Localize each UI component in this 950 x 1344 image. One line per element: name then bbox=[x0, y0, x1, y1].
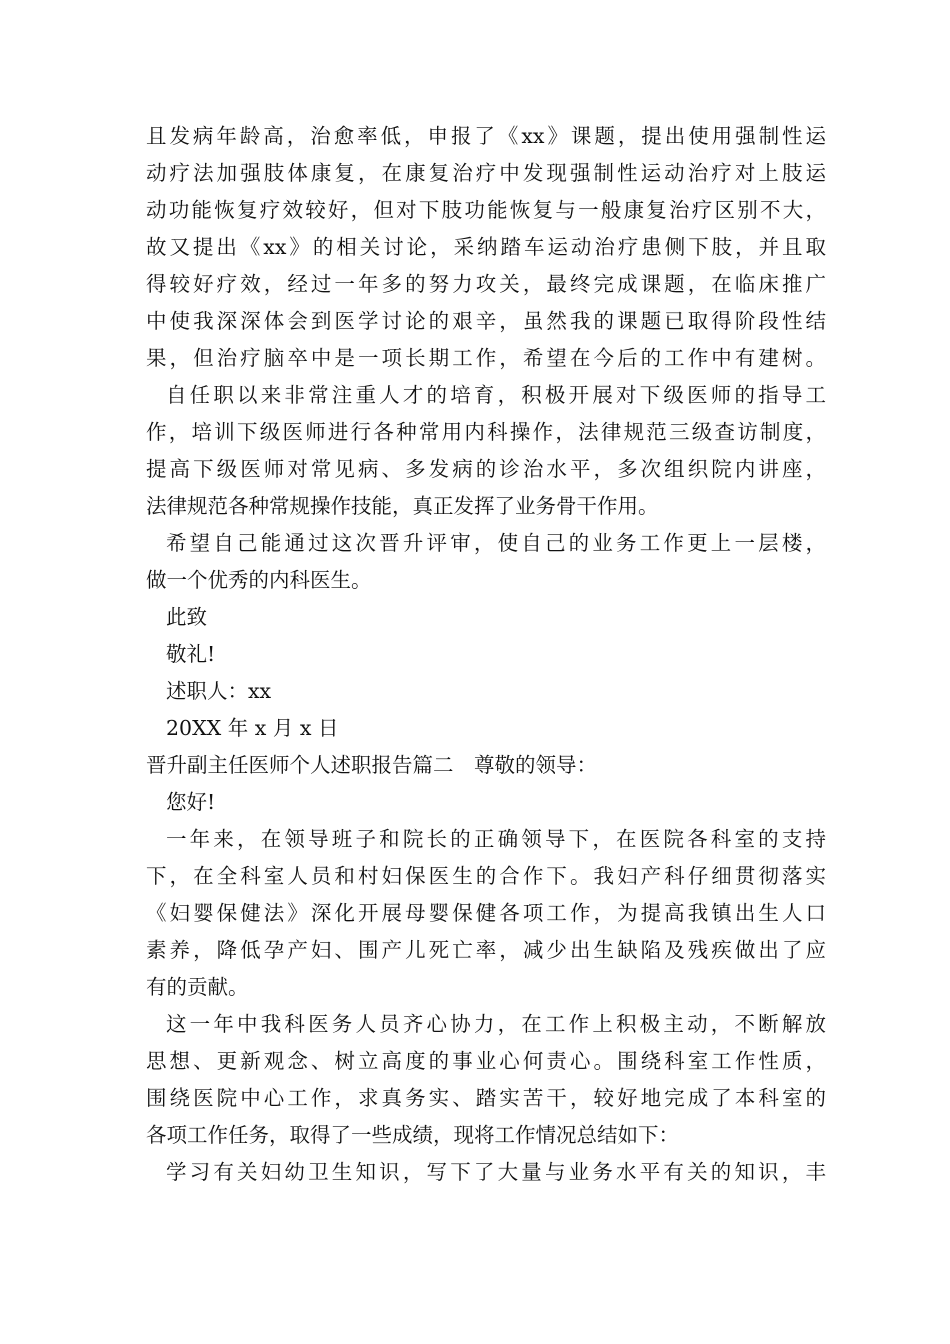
text-line: 学习有关妇幼卫生知识，写下了大量与业务水平有关的知识，丰 bbox=[166, 1160, 826, 1184]
section-heading: 晋升副主任医师个人述职报告篇二 尊敬的领导： bbox=[146, 753, 597, 777]
text-line: 作，培训下级医师进行各种常用内科操作，法律规范三级查访制度， bbox=[146, 420, 826, 444]
text-line: 希望自己能通过这次晋升评审，使自己的业务工作更上一层楼， bbox=[166, 531, 826, 555]
closing-regards: 敬礼! bbox=[166, 642, 216, 666]
text-line: 这一年中我科医务人员齐心协力，在工作上积极主动，不断解放 bbox=[166, 1012, 826, 1036]
text-line: 动功能恢复疗效较好，但对下肢功能恢复与一般康复治疗区别不大， bbox=[146, 198, 826, 222]
text-line: 得较好疗效，经过一年多的努力攻关，最终完成课题，在临床推广 bbox=[146, 272, 826, 296]
text-line: 有的贡献。 bbox=[146, 975, 249, 999]
text-line: 《妇婴保健法》深化开展母婴保健各项工作，为提高我镇出生人口 bbox=[146, 901, 826, 925]
text-line: 围绕医院中心工作，求真务实、踏实苦干，较好地完成了本科室的 bbox=[146, 1086, 826, 1110]
text-line: 果，但治疗脑卒中是一项长期工作，希望在今后的工作中有建树。 bbox=[146, 346, 826, 370]
text-line: 且发病年龄高，治愈率低，申报了《xx》课题，提出使用强制性运 bbox=[146, 124, 826, 148]
greeting-line: 您好! bbox=[166, 790, 216, 814]
text-line: 法律规范各种常规操作技能，真正发挥了业务骨干作用。 bbox=[146, 494, 659, 518]
text-line: 故又提出《xx》的相关讨论，采纳踏车运动治疗患侧下肢，并且取 bbox=[146, 235, 826, 259]
text-line: 提高下级医师对常见病、多发病的诊治水平，多次组织院内讲座， bbox=[146, 457, 826, 481]
text-line: 一年来，在领导班子和院长的正确领导下，在医院各科室的支持 bbox=[166, 827, 826, 851]
text-line: 下，在全科室人员和村妇保医生的合作下。我妇产科仔细贯彻落实 bbox=[146, 864, 826, 888]
signature-line: 述职人：xx bbox=[166, 679, 272, 703]
text-line: 动疗法加强肢体康复，在康复治疗中发现强制性运动治疗对上肢运 bbox=[146, 161, 826, 185]
text-line: 思想、更新观念、树立高度的事业心何责心。围绕科室工作性质， bbox=[146, 1049, 826, 1073]
date-line: 20XX 年 x 月 x 日 bbox=[166, 716, 339, 740]
text-line: 做一个优秀的内科医生。 bbox=[146, 568, 372, 592]
text-line: 各项工作任务，取得了一些成绩，现将工作情况总结如下： bbox=[146, 1123, 679, 1147]
text-line: 素养，降低孕产妇、围产儿死亡率，减少出生缺陷及残疾做出了应 bbox=[146, 938, 826, 962]
closing-salutation: 此致 bbox=[166, 605, 207, 629]
text-line: 自任职以来非常注重人才的培育，积极开展对下级医师的指导工 bbox=[166, 383, 826, 407]
text-line: 中使我深深体会到医学讨论的艰辛，虽然我的课题已取得阶段性结 bbox=[146, 309, 826, 333]
